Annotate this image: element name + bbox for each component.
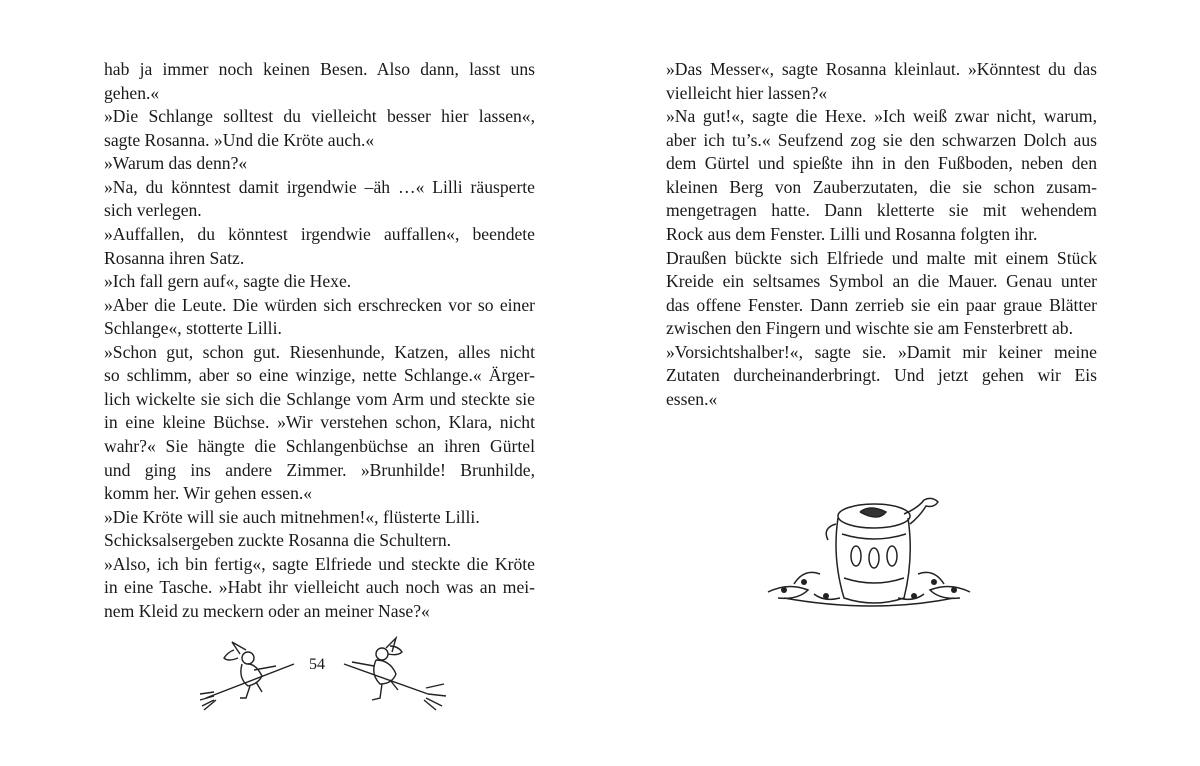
paragraph — [104, 294, 535, 341]
text-line: hab ja immer noch keinen Besen. Also dann, lasst uns — [104, 59, 535, 79]
text-line: »Also, ich bin fertig«, sagte Elfriede und steckte die Kröte — [104, 553, 535, 574]
text-line: Schicksalsergeben zuckte Rosanna die Schultern. — [104, 530, 452, 551]
paragraph — [666, 105, 1097, 246]
text-line: Zutaten durcheinanderbringt. Und jetzt gehen wir Eis — [666, 365, 1097, 386]
text-line: Schlange«, stotterte Lilli. — [104, 318, 282, 339]
text-line: »Vorsichtshalber!«, sagte sie. »Damit mir keiner meine — [666, 341, 1097, 362]
text-line: nem Kleid zu meckern oder an meiner Nase?« — [104, 600, 430, 621]
text-line: Rosanna ihren Satz. — [104, 247, 245, 268]
text-line: Kreide ein seltsames Symbol an die Mauer. Genau unter — [666, 271, 1097, 292]
paragraph — [104, 270, 535, 294]
paragraph — [104, 176, 535, 223]
text-line: sagte Rosanna. »Und die Kröte auch.« — [104, 129, 375, 150]
text-line: vielleicht hier lassen?« — [666, 82, 828, 103]
text-line: »Ich fall gern auf«, sagte die Hexe. — [104, 271, 352, 292]
page-number: 54 — [309, 656, 325, 673]
text-line: so schlimm, aber so eine winzige, nette Schlange.« Ärger- — [104, 365, 535, 386]
text-line: essen.« — [666, 388, 718, 409]
witch-on-broom-right-illustration — [340, 636, 448, 712]
paragraph — [104, 341, 535, 506]
text-line: sich verlegen. — [104, 200, 202, 221]
paragraph — [666, 341, 1097, 412]
text-line: Draußen bückte sich Elfriede und malte mit einem Stück — [666, 247, 1097, 268]
text-line: kleinen Berg von Zauberzutaten, die sie schon zusam- — [666, 176, 1097, 197]
paragraph — [104, 58, 535, 105]
paragraph — [104, 529, 535, 553]
right-page-text — [666, 58, 1097, 411]
text-line: in eine kleine Büchse. »Wir verstehen schon, Klara, nicht — [104, 412, 535, 433]
paragraph — [666, 58, 1097, 105]
text-line: und ging ins andere Zimmer. »Brunhilde! Brunhilde, — [104, 459, 535, 480]
text-line: »Das Messer«, sagte Rosanna kleinlaut. »Könntest du das — [666, 59, 1097, 79]
text-line: wahr?« Sie hängte die Schlangenbüchse an ihren Gürtel — [104, 436, 535, 456]
text-line: »Na, du könntest damit irgendwie –äh …« Lilli räusperte — [104, 176, 535, 197]
witch-on-broom-left-illustration — [198, 636, 298, 712]
text-line: »Auffallen, du könntest irgendwie auffallen«, beendete — [104, 223, 535, 244]
text-line: »Die Schlange solltest du vielleicht besser hier lassen«, — [104, 106, 535, 127]
text-line: »Warum das denn?« — [104, 153, 248, 174]
text-line: »Na gut!«, sagte die Hexe. »Ich weiß zwar nicht, warum, — [666, 106, 1097, 127]
paragraph — [104, 105, 535, 152]
text-line: gehen.« — [104, 82, 160, 103]
text-line: dem Gürtel und spießte ihn in den Fußboden, neben den — [666, 153, 1097, 174]
text-line: »Schon gut, schon gut. Riesenhunde, Katzen, alles nicht — [104, 341, 535, 362]
paragraph — [104, 152, 535, 176]
text-line: mengetragen hatte. Dann kletterte sie mit wehendem — [666, 200, 1097, 221]
text-line: Rock aus dem Fenster. Lilli und Rosanna folgten ihr. — [666, 223, 1038, 244]
text-line: »Aber die Leute. Die würden sich erschrecken vor so einer — [104, 294, 535, 315]
text-line: aber ich tu’s.« Seufzend zog sie den schwarzen Dolch aus — [666, 129, 1097, 150]
paragraph — [104, 506, 535, 530]
text-line: zwischen den Fingern und wischte sie am Fensterbrett ab. — [666, 318, 1073, 339]
left-page-text — [104, 58, 535, 624]
text-line: komm her. Wir gehen essen.« — [104, 483, 313, 504]
text-line: das offene Fenster. Dann zerrieb sie ein paar graue Blätter — [666, 294, 1097, 315]
paragraph — [104, 223, 535, 270]
text-line: lich wickelte sie sich die Schlange vom Arm und steckte sie — [104, 388, 535, 409]
text-line: »Die Kröte will sie auch mitnehmen!«, flüsterte Lilli. — [104, 506, 480, 527]
pot-with-snake-illustration — [764, 494, 974, 618]
paragraph — [666, 247, 1097, 341]
text-line: in eine Tasche. »Habt ihr vielleicht auch noch was an mei- — [104, 577, 535, 598]
paragraph — [104, 553, 535, 624]
